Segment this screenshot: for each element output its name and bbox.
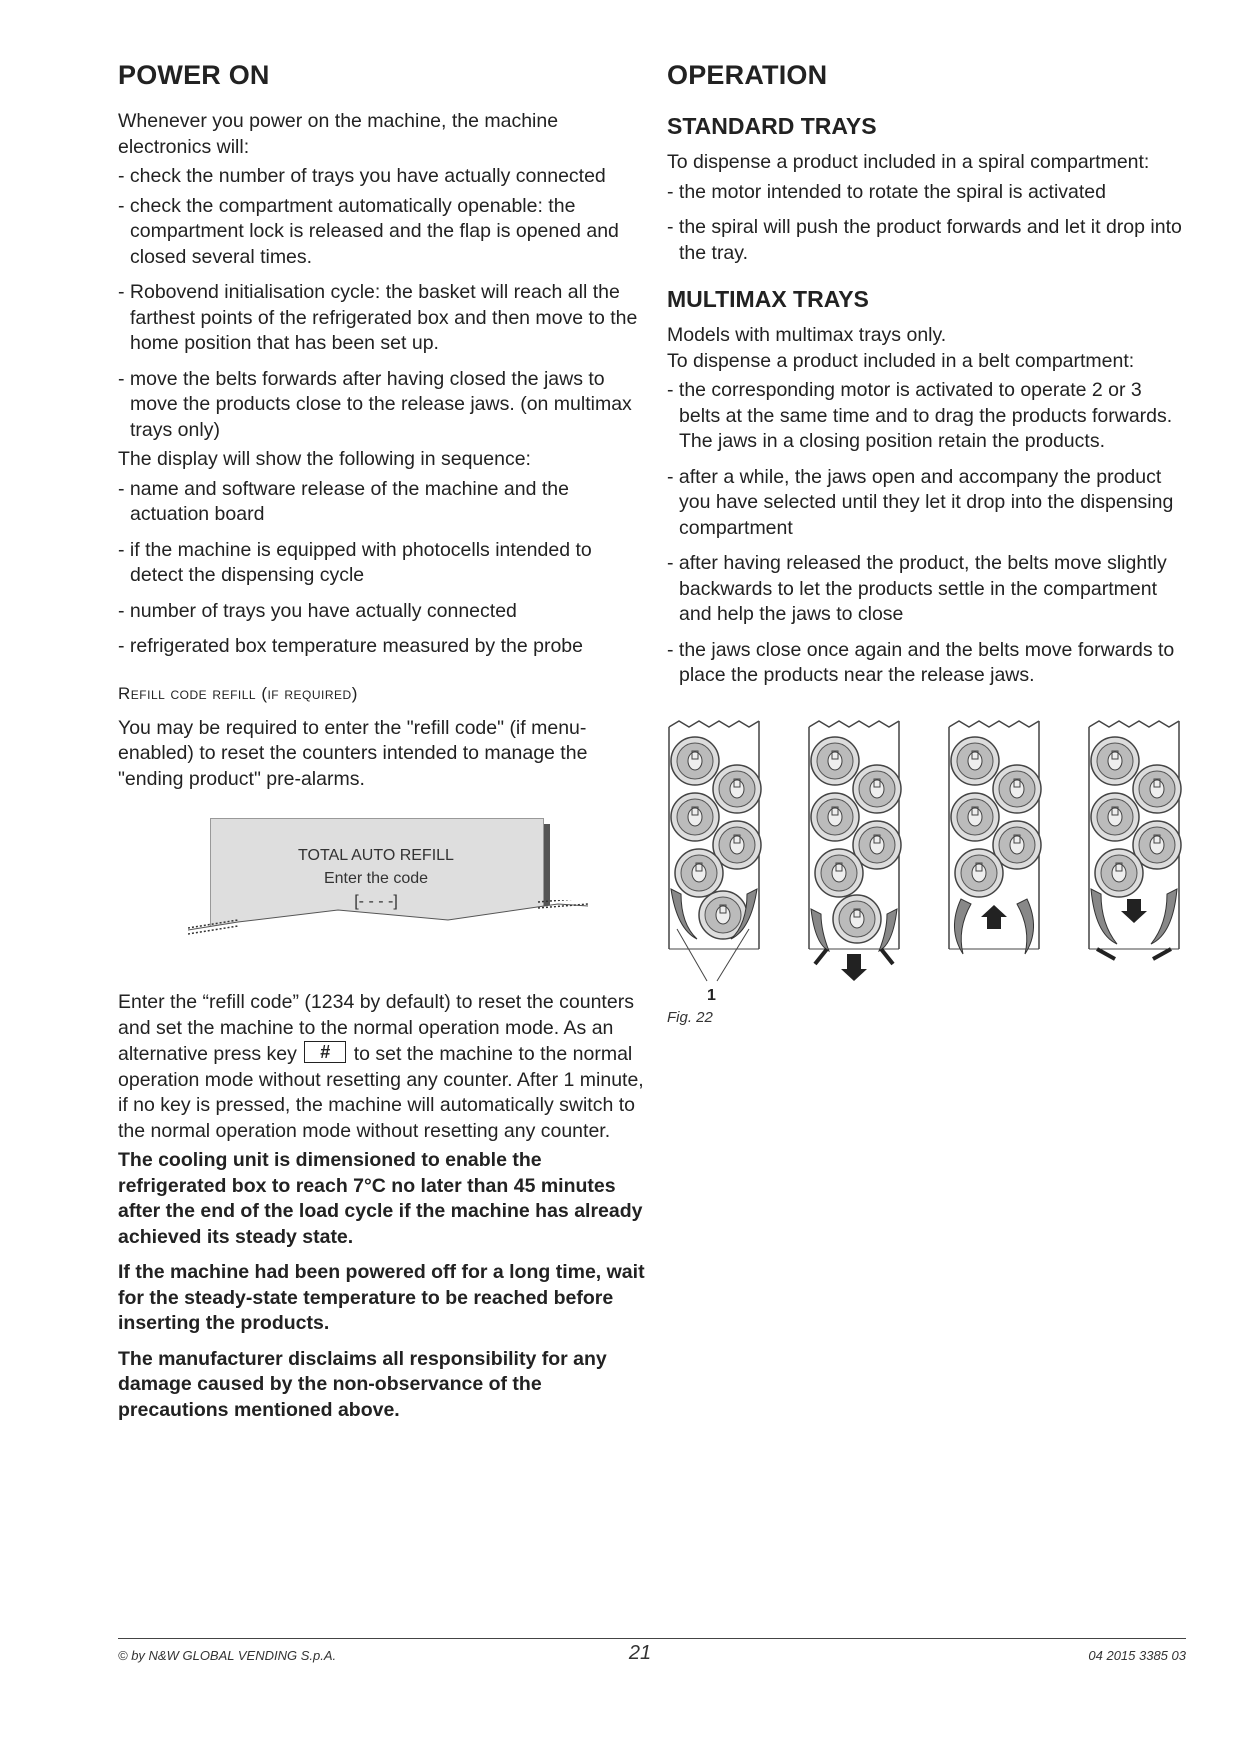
- hash-key-icon: #: [304, 1041, 346, 1063]
- tray-figure: [667, 719, 1187, 1026]
- display-item: - number of trays you have actually connected: [118, 599, 517, 622]
- display-line-1: TOTAL AUTO REFILL: [298, 847, 454, 864]
- figure-label-1: 1: [707, 986, 716, 1004]
- check-item: - Robovend initialisation cycle: the basket will reach all the farthest points of the refrigerated box and then move to the home position that has been set up.: [118, 281, 638, 354]
- check-item: - check the compartment automatically openable: the compartment lock is released and the flap is opened and closed several times.: [118, 194, 619, 268]
- multimax-item: - after a while, the jaws open and accompany the product you have selected until they let it drop into the dispensing compartment: [667, 465, 1174, 539]
- warning-disclaimer: The manufacturer disclaims all responsibility for any damage caused by the non-observance of the precautions mentioned above.: [118, 1347, 607, 1421]
- display-line-3: [- - - -]: [354, 893, 398, 910]
- multimax-intro: To dispense a product included in a belt compartment:: [667, 349, 1135, 372]
- display-line-2: Enter the code: [323, 870, 429, 887]
- display-screen: [210, 818, 542, 944]
- multimax-item: - after having released the product, the belts move slightly backwards to let the products settle in the compartment and help the jaws to close: [667, 552, 1167, 625]
- check-item: - check the number of trays you have actually connected: [118, 165, 606, 187]
- multimax-note: Models with multimax trays only.: [667, 324, 947, 346]
- refill-heading: Refill code refill (if required): [118, 683, 358, 703]
- multimax-item: - the corresponding motor is activated to operate 2 or 3 belts at the same time and to drag the products forwards.: [667, 379, 1173, 427]
- multimax-tray-diagram: [667, 719, 1187, 1019]
- left-column: [118, 60, 648, 1433]
- enter-text-before: Enter the “refill code” (1234 by default) to reset the counters and set the machine to the normal operation mode. As an alternative press key: [118, 991, 634, 1065]
- enter-text-after: to set the machine to the normal operation mode without resetting any counter. After 1 minute, if no key is pressed, the machine will automatically switch to the normal operation mode without resetting any counter.: [118, 1043, 644, 1142]
- tray-panel-2: [809, 721, 901, 981]
- refill-text: You may be required to enter the "refill code" (if menu-enabled) to reset the counters intended to manage the "ending product" pre-alarms.: [118, 716, 588, 790]
- standard-trays-heading: STANDARD TRAYS: [667, 113, 877, 139]
- standard-intro: To dispense a product included in a spiral compartment:: [667, 151, 1150, 173]
- standard-item: - the spiral will push the product forwards and let it drop into the tray.: [667, 216, 1182, 264]
- display-item: - refrigerated box temperature measured by the probe: [118, 635, 584, 657]
- multimax-item: - the jaws close once again and the belts move forwards to place the products near the release jaws.: [667, 638, 1175, 686]
- tray-panel-4: [1089, 721, 1181, 959]
- standard-item: - the motor intended to rotate the spiral is activated: [667, 180, 1106, 203]
- torn-edge-graphic: [188, 900, 588, 960]
- display-item: - if the machine is equipped with photocells intended to detect the dispensing cycle: [118, 538, 592, 586]
- multimax-trays-heading: MULTIMAX TRAYS: [667, 286, 869, 312]
- power-on-intro: Whenever you power on the machine, the machine electronics will:: [118, 110, 559, 158]
- check-item: - move the belts forwards after having closed the jaws to move the products close to the release jaws. (on multimax trays only): [118, 367, 632, 441]
- tray-panel-3: [949, 721, 1041, 954]
- footer-doc-code: 04 2015 3385 03: [1088, 1648, 1186, 1663]
- footer-divider: [118, 1638, 1186, 1639]
- warning-powered-off: If the machine had been powered off for a long time, wait for the steady-state temperature to be reached before inserting the products.: [118, 1261, 645, 1334]
- tray-panel-1: [669, 721, 761, 981]
- enter-text: [118, 990, 648, 1144]
- display-intro: The display will show the following in sequence:: [118, 448, 531, 470]
- operation-title: OPERATION: [667, 60, 828, 90]
- footer-copyright: © by N&W GLOBAL VENDING S.p.A.: [118, 1648, 337, 1663]
- multimax-item-extra: The jaws in a closing position retain the products.: [679, 430, 1105, 452]
- warning-cooling: The cooling unit is dimensioned to enable the refrigerated box to reach 7°C no later than 45 minutes after the end of the load cycle if the machine has already achieved its steady state.: [118, 1149, 643, 1248]
- footer-page-number: 21: [628, 1642, 652, 1664]
- power-on-title: POWER ON: [118, 60, 270, 90]
- figure-caption: Fig. 22: [667, 1008, 713, 1026]
- display-item: - name and software release of the machine and the actuation board: [118, 477, 569, 525]
- right-column: [667, 60, 1187, 1026]
